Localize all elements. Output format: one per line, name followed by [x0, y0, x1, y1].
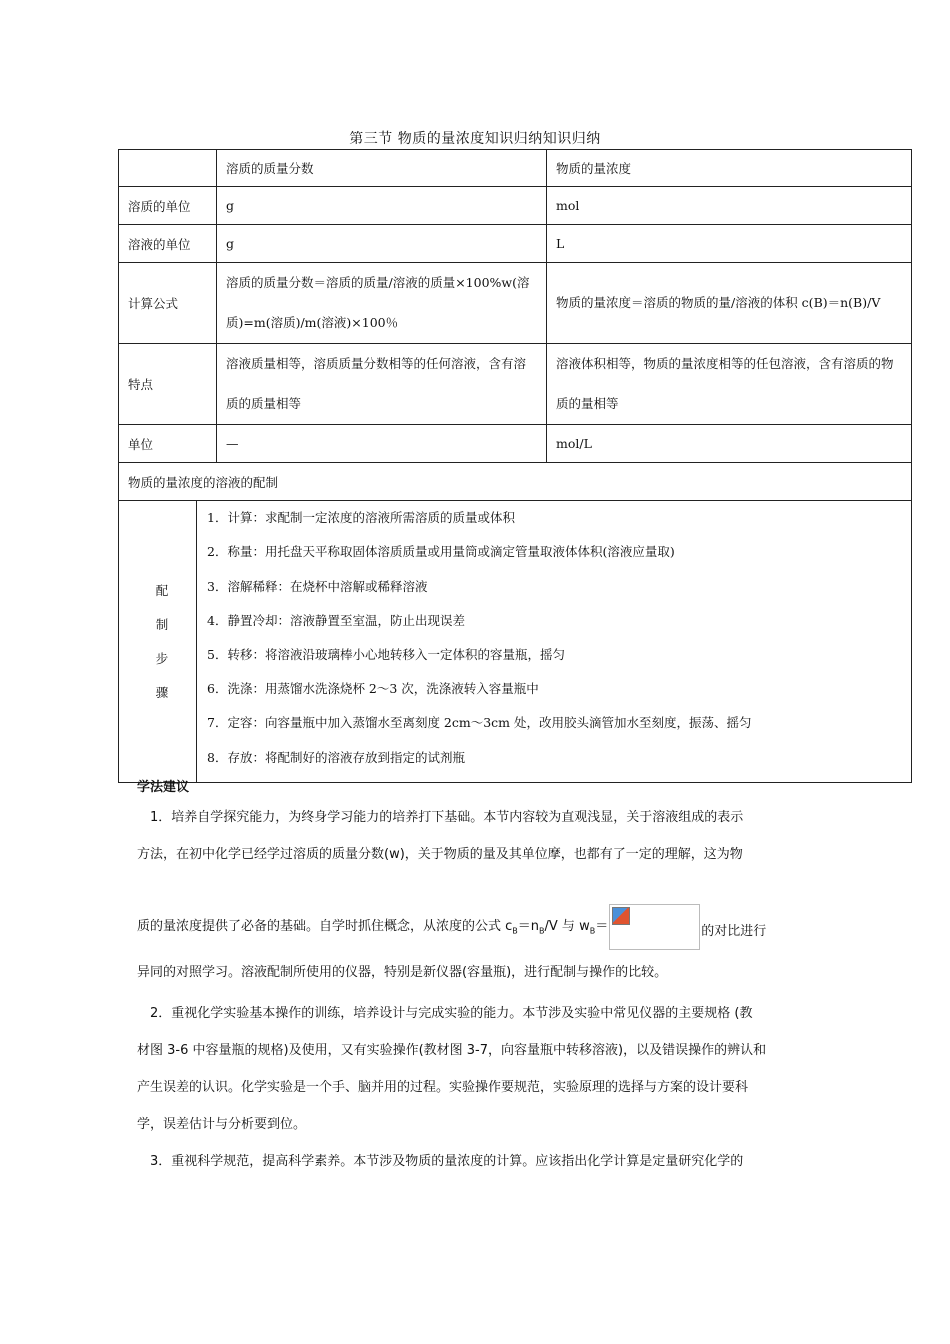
steps-label-char: 步 — [155, 650, 169, 666]
paragraph-line: 2．重视化学实验基本操作的训练，培养设计与完成实验的能力。本节涉及实验中常见仪器的主要规格 (教 — [150, 1006, 753, 1021]
row-label: 单位 — [119, 425, 217, 463]
table-header-row — [119, 150, 912, 187]
table-cell: L — [547, 225, 912, 263]
steps-label-char: 制 — [155, 616, 169, 632]
table-header-cell: 物质的量浓度 — [547, 150, 912, 187]
table-cell: mol — [547, 187, 912, 225]
paragraph-line: 异同的对照学习。溶液配制所使用的仪器，特别是新仪器(容量瓶)，进行配制与操作的比较。 — [137, 965, 668, 980]
table-header-cell: 溶质的质量分数 — [217, 150, 547, 187]
table-cell: 物质的量浓度＝溶质的物质的量/溶液的体积 c(B)＝n(B)/V — [547, 263, 912, 344]
table-cell: mol/L — [547, 425, 912, 463]
row-label: 溶质的单位 — [119, 187, 217, 225]
table-row — [119, 344, 912, 425]
list-item: 3．溶解稀释：在烧杯中溶解或稀释溶液 — [207, 578, 428, 594]
paragraph-line: 产生误差的认识。化学实验是一个手、脑并用的过程。实验操作要规范，实验原理的选择与方案的设计要科 — [137, 1080, 749, 1095]
table-cell: — — [217, 425, 547, 463]
table-row — [119, 187, 912, 225]
formula-text: 质的量浓度提供了必备的基础。自学时抓住概念，从浓度的公式 $c_B=n_B/V$ 与 $w_B=$ — [137, 919, 609, 936]
list-item: 4．静置冷却：溶液静置至室温，防止出现误差 — [207, 612, 465, 628]
steps-table — [128, 501, 902, 782]
steps-container — [119, 501, 912, 783]
paragraph-line: 方法，在初中化学已经学过溶质的质量分数(w)，关于物质的量及其单位摩，也都有了一定的理解，这为物 — [137, 847, 743, 862]
advice-heading: 学法建议 — [137, 780, 190, 795]
steps-label-char: 配 — [155, 582, 169, 598]
list-item: 2．称量：用托盘天平称取固体溶质质量或用量筒或滴定管量取液体体积(溶液应量取) — [207, 544, 675, 560]
table-row — [119, 425, 912, 463]
table-cell: 溶液体积相等，物质的量浓度相等的任包溶液，含有溶质的物质的量相等 — [547, 344, 912, 425]
list-item: 8．存放：将配制好的溶液存放到指定的试剂瓶 — [207, 749, 465, 765]
table-row — [119, 225, 912, 263]
table-cell: 溶液质量相等，溶质质量分数相等的任何溶液，含有溶质的质量相等 — [217, 344, 547, 425]
paragraph-line: 3．重视科学规范，提高科学素养。本节涉及物质的量浓度的计算。应该指出化学计算是定量研究化学的 — [150, 1154, 744, 1169]
page-title: 第三节 物质的量浓度知识归纳知识归纳 — [349, 131, 601, 147]
table-header-cell — [119, 150, 217, 187]
table-cell: g — [217, 187, 547, 225]
paragraph-line: 学，误差估计与分析要到位。 — [137, 1117, 307, 1132]
broken-image-placeholder — [609, 904, 700, 950]
advice-paragraph-1 — [137, 799, 817, 991]
table-row — [119, 263, 912, 344]
steps-row — [119, 501, 912, 783]
row-label: 溶液的单位 — [119, 225, 217, 263]
advice-paragraph-2 — [137, 995, 817, 1143]
list-item: 1．计算：求配制一定浓度的溶液所需溶质的质量或体积 — [207, 510, 515, 526]
table-cell: 溶质的质量分数＝溶质的质量/溶液的质量×100%w(溶质)=m(溶质)/m(溶液)×100％ — [217, 263, 547, 344]
prep-title-cell: 物质的量浓度的溶液的配制 — [119, 463, 912, 501]
steps-list — [197, 501, 903, 782]
formula-text-tail: 的对比进行 — [701, 924, 767, 939]
steps-label — [128, 501, 197, 782]
paragraph-line — [137, 880, 817, 950]
steps-label-char: 骤 — [155, 684, 169, 700]
advice-paragraph-3 — [137, 1143, 817, 1180]
list-item: 5．转移：将溶液沿玻璃棒小心地转移入一定体积的容量瓶，摇匀 — [207, 647, 565, 662]
list-item: 6．洗涤：用蒸馏水洗涤烧杯 2～3 次，洗涤液转入容量瓶中 — [207, 681, 539, 697]
paragraph-line: 材图 3-6 中容量瓶的规格)及使用，又有实验操作(教材图 3-7，向容量瓶中转移溶液)，以及错误操作的辨认和 — [137, 1043, 767, 1058]
broken-image-icon — [612, 907, 630, 925]
study-advice-section — [137, 777, 817, 1180]
row-label: 计算公式 — [119, 263, 217, 344]
row-label: 特点 — [119, 344, 217, 425]
table-row — [119, 463, 912, 501]
list-item: 7．定容：向容量瓶中加入蒸馏水至离刻度 2cm～3cm 处，改用胶头滴管加水至刻度，振荡、摇匀 — [207, 715, 752, 731]
paragraph-line: 1．培养自学探究能力，为终身学习能力的培养打下基础。本节内容较为直观浅显，关于溶液组成的表示 — [150, 810, 744, 825]
table-cell: g — [217, 225, 547, 263]
comparison-table — [118, 149, 912, 783]
